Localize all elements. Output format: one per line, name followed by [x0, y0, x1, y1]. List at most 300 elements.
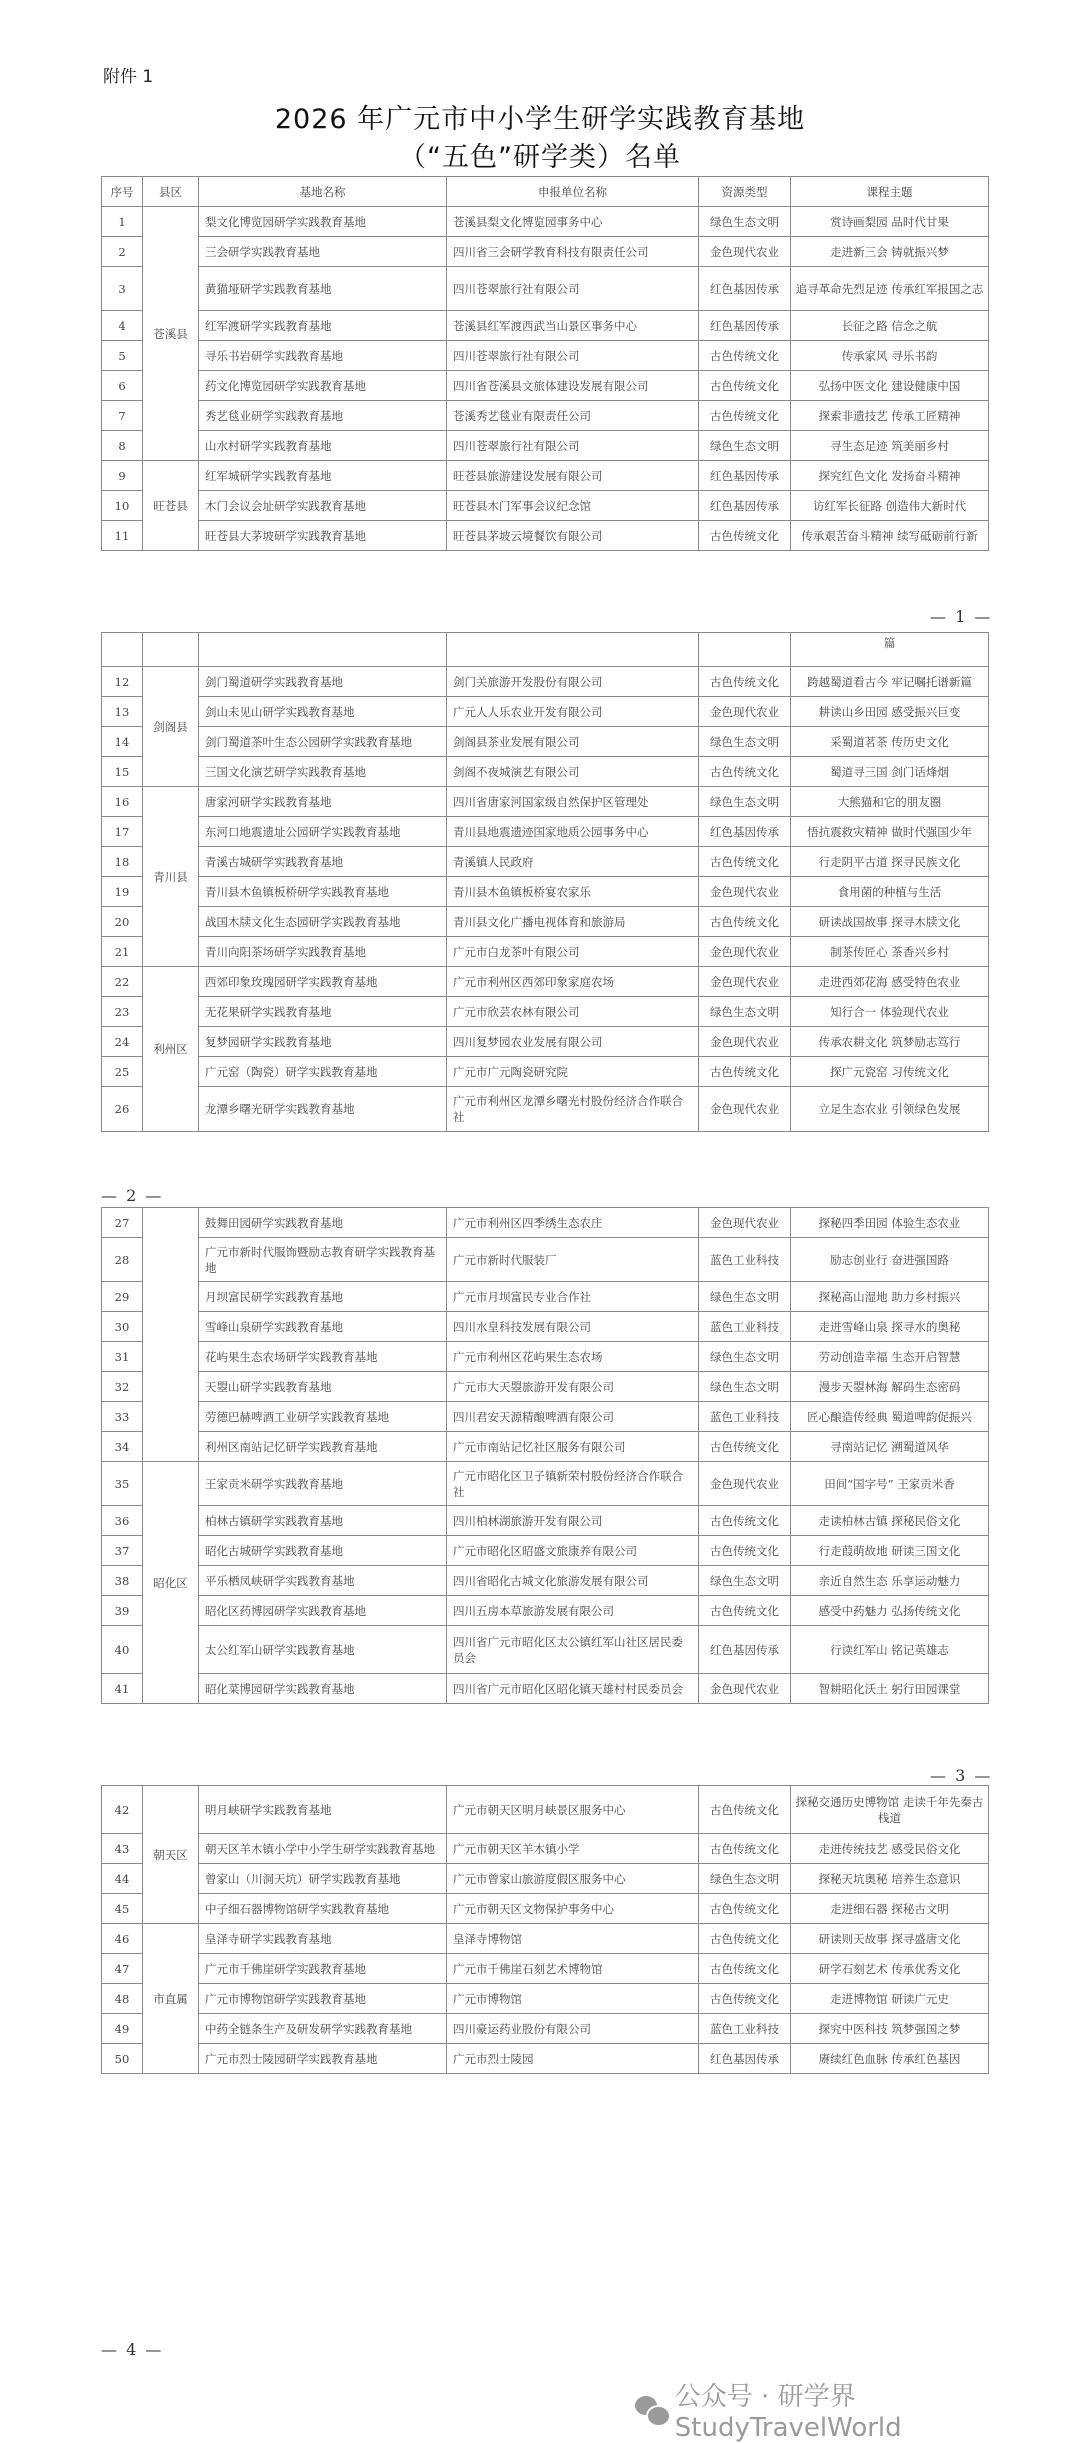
- row-course-topic: 亲近自然生态 乐享运动魅力: [791, 1566, 989, 1596]
- row-unit-name: 苍溪县红军渡西武当山景区事务中心: [447, 311, 699, 341]
- row-base-name: 战国木牍文化生态园研学实践教育基地: [199, 907, 447, 937]
- row-seq: 35: [102, 1462, 143, 1506]
- row-unit-name: 四川苍翠旅行社有限公司: [447, 431, 699, 461]
- table-row: [102, 1626, 989, 1674]
- row-seq: 45: [102, 1894, 143, 1924]
- row-base-name: 平乐栖凤峡研学实践教育基地: [199, 1566, 447, 1596]
- row-base-name: 昭化菜博园研学实践教育基地: [199, 1674, 447, 1704]
- row-course-topic: 传承家风 寻乐书韵: [791, 341, 989, 371]
- row-base-name: 皇泽寺研学实践教育基地: [199, 1924, 447, 1954]
- table-row: [102, 997, 989, 1027]
- row-unit-name: 四川柏林湖旅游开发有限公司: [447, 1506, 699, 1536]
- row-seq: 47: [102, 1954, 143, 1984]
- row-base-name: 剑门蜀道研学实践教育基地: [199, 667, 447, 697]
- row-course-topic: 大熊猫和它的朋友圈: [791, 787, 989, 817]
- row-resource-type: 金色现代农业: [699, 1462, 791, 1506]
- row-seq: 42: [102, 1786, 143, 1834]
- row-base-name: 无花果研学实践教育基地: [199, 997, 447, 1027]
- row-course-topic: 知行合一 体验现代农业: [791, 997, 989, 1027]
- row-seq: 31: [102, 1342, 143, 1372]
- row-resource-type: 绿色生态文明: [699, 997, 791, 1027]
- table-row: [102, 1596, 989, 1626]
- row-course-topic: 走读柏林古镇 探秘民俗文化: [791, 1506, 989, 1536]
- row-course-topic: 研读战国故事 探寻木牍文化: [791, 907, 989, 937]
- table-row: [102, 1536, 989, 1566]
- row-resource-type: 金色现代农业: [699, 967, 791, 997]
- row-seq: 33: [102, 1402, 143, 1432]
- table-row: [102, 1566, 989, 1596]
- row-resource-type: 金色现代农业: [699, 1087, 791, 1132]
- header-course-topic: 课程主题: [791, 177, 989, 207]
- page-number-4: — 4 —: [101, 2340, 164, 2359]
- table-row: [102, 237, 989, 267]
- row-resource-type: 金色现代农业: [699, 697, 791, 727]
- row-unit-name: 广元市博物馆: [447, 1984, 699, 2014]
- table-row: [102, 907, 989, 937]
- row-course-topic: 探索非遗技艺 传承工匠精神: [791, 401, 989, 431]
- row-unit-name: 广元市曾家山旅游度假区服务中心: [447, 1864, 699, 1894]
- row-resource-type: 红色基因传承: [699, 817, 791, 847]
- row-resource-type: 金色现代农业: [699, 877, 791, 907]
- bases-table-page-1: [101, 176, 989, 551]
- table-row: [102, 431, 989, 461]
- row-unit-name: 旺苍县茅坡云境餐饮有限公司: [447, 521, 699, 551]
- continuation-topic: 篇: [791, 633, 989, 667]
- row-unit-name: 广元市新时代服装厂: [447, 1238, 699, 1282]
- row-base-name: 红军渡研学实践教育基地: [199, 311, 447, 341]
- row-unit-name: 剑阁不夜城演艺有限公司: [447, 757, 699, 787]
- county-cell: 昭化区: [143, 1462, 199, 1704]
- county-cell: 朝天区: [143, 1786, 199, 1924]
- row-resource-type: 古色传统文化: [699, 1536, 791, 1566]
- row-base-name: 太公红军山研学实践教育基地: [199, 1626, 447, 1674]
- county-cell: 苍溪县: [143, 207, 199, 461]
- table-row: [102, 1894, 989, 1924]
- row-course-topic: 耕读山乡田园 感受振兴巨变: [791, 697, 989, 727]
- row-base-name: 寻乐书岩研学实践教育基地: [199, 341, 447, 371]
- table-row: [102, 1208, 989, 1238]
- row-unit-name: 四川省唐家河国家级自然保护区管理处: [447, 787, 699, 817]
- table-row: [102, 207, 989, 237]
- row-unit-name: 四川苍翠旅行社有限公司: [447, 267, 699, 311]
- row-seq: 11: [102, 521, 143, 551]
- row-unit-name: 苍溪秀艺毯业有限责任公司: [447, 401, 699, 431]
- row-base-name: 昭化古城研学实践教育基地: [199, 1536, 447, 1566]
- table-row: [102, 491, 989, 521]
- row-unit-name: 广元市欣芸农林有限公司: [447, 997, 699, 1027]
- row-seq: 1: [102, 207, 143, 237]
- row-resource-type: 蓝色工业科技: [699, 1402, 791, 1432]
- county-cell: [143, 1208, 199, 1462]
- row-seq: 14: [102, 727, 143, 757]
- county-cell: 利州区: [143, 967, 199, 1132]
- table-row: [102, 1238, 989, 1282]
- row-course-topic: 弘扬中医文化 建设健康中国: [791, 371, 989, 401]
- table-row: [102, 1786, 989, 1834]
- row-base-name: 三国文化演艺研学实践教育基地: [199, 757, 447, 787]
- row-base-name: 昭化区药博园研学实践教育基地: [199, 1596, 447, 1626]
- row-seq: 7: [102, 401, 143, 431]
- row-unit-name: 广元市朝天区明月峡景区服务中心: [447, 1786, 699, 1834]
- row-seq: 3: [102, 267, 143, 311]
- table-row: [102, 1834, 989, 1864]
- row-base-name: 剑山未见山研学实践教育基地: [199, 697, 447, 727]
- row-base-name: 西郊印象玫瑰园研学实践教育基地: [199, 967, 447, 997]
- row-resource-type: 红色基因传承: [699, 2044, 791, 2074]
- row-course-topic: 采蜀道茗茶 传历史文化: [791, 727, 989, 757]
- row-base-name: 天曌山研学实践教育基地: [199, 1372, 447, 1402]
- row-base-name: 东河口地震遗址公园研学实践教育基地: [199, 817, 447, 847]
- table-row: [102, 1924, 989, 1954]
- row-course-topic: 行走阴平古道 探寻民族文化: [791, 847, 989, 877]
- row-resource-type: 绿色生态文明: [699, 1864, 791, 1894]
- table-row: [102, 847, 989, 877]
- header-resource-type: 资源类型: [699, 177, 791, 207]
- row-base-name: 广元市博物馆研学实践教育基地: [199, 1984, 447, 2014]
- row-course-topic: 研学石刻艺术 传承优秀文化: [791, 1954, 989, 1984]
- row-resource-type: 红色基因传承: [699, 1626, 791, 1674]
- table-row: [102, 1506, 989, 1536]
- row-unit-name: 青溪镇人民政府: [447, 847, 699, 877]
- county-cell: 剑阁县: [143, 667, 199, 787]
- row-resource-type: 金色现代农业: [699, 1674, 791, 1704]
- table-row: [102, 727, 989, 757]
- row-unit-name: 青川县文化广播电视体育和旅游局: [447, 907, 699, 937]
- header-seq: 序号: [102, 177, 143, 207]
- row-resource-type: 红色基因传承: [699, 491, 791, 521]
- table-row: [102, 1372, 989, 1402]
- row-seq: 49: [102, 2014, 143, 2044]
- row-base-name: 月坝富民研学实践教育基地: [199, 1282, 447, 1312]
- row-seq: 38: [102, 1566, 143, 1596]
- row-base-name: 中药全链条生产及研发研学实践教育基地: [199, 2014, 447, 2044]
- row-seq: 28: [102, 1238, 143, 1282]
- county-cell: 青川县: [143, 787, 199, 967]
- attachment-label: 附件 1: [103, 67, 154, 87]
- row-unit-name: 皇泽寺博物馆: [447, 1924, 699, 1954]
- bases-table-page-3: [101, 1207, 989, 1704]
- row-seq: 21: [102, 937, 143, 967]
- table-row: [102, 1674, 989, 1704]
- table-row: [102, 817, 989, 847]
- table-row: [102, 967, 989, 997]
- row-unit-name: 四川五房本草旅游发展有限公司: [447, 1596, 699, 1626]
- table-row: [102, 2044, 989, 2074]
- table-row: [102, 877, 989, 907]
- row-base-name: 三会研学实践教育基地: [199, 237, 447, 267]
- row-course-topic: 立足生态农业 引领绿色发展: [791, 1087, 989, 1132]
- row-unit-name: 旺苍县木门军事会议纪念馆: [447, 491, 699, 521]
- continuation-row: [102, 633, 989, 667]
- bases-table-page-4: [101, 1785, 989, 2074]
- row-course-topic: 走进西郊花海 感受特色农业: [791, 967, 989, 997]
- row-base-name: 剑门蜀道茶叶生态公园研学实践教育基地: [199, 727, 447, 757]
- row-base-name: 木门会议会址研学实践教育基地: [199, 491, 447, 521]
- row-base-name: 广元市烈士陵园研学实践教育基地: [199, 2044, 447, 2074]
- row-seq: 40: [102, 1626, 143, 1674]
- row-seq: 2: [102, 237, 143, 267]
- row-course-topic: 励志创业行 奋进强国路: [791, 1238, 989, 1282]
- row-unit-name: 四川豪运药业股份有限公司: [447, 2014, 699, 2044]
- row-course-topic: 制茶传匠心 茶香兴乡村: [791, 937, 989, 967]
- row-resource-type: 红色基因传承: [699, 311, 791, 341]
- row-resource-type: 蓝色工业科技: [699, 1312, 791, 1342]
- county-cell: 市直属: [143, 1924, 199, 2074]
- table-header-row: [102, 177, 989, 207]
- table-row: [102, 757, 989, 787]
- table-row: [102, 401, 989, 431]
- row-unit-name: 广元市大天曌旅游开发有限公司: [447, 1372, 699, 1402]
- page-number-1: — 1 —: [930, 607, 993, 626]
- row-course-topic: 走进雪峰山泉 探寻水的奥秘: [791, 1312, 989, 1342]
- row-course-topic: 行走葭萌故地 研读三国文化: [791, 1536, 989, 1566]
- row-resource-type: 古色传统文化: [699, 371, 791, 401]
- document-title-line2: （“五色”研学类）名单: [399, 142, 681, 173]
- row-course-topic: 探秘四季田园 体验生态农业: [791, 1208, 989, 1238]
- row-base-name: 利州区南站记忆研学实践教育基地: [199, 1432, 447, 1462]
- row-resource-type: 古色传统文化: [699, 1924, 791, 1954]
- row-course-topic: 探广元瓷窑 习传统文化: [791, 1057, 989, 1087]
- row-unit-name: 四川省苍溪县文旅体建设发展有限公司: [447, 371, 699, 401]
- row-course-topic: 走进博物馆 研读广元史: [791, 1984, 989, 2014]
- table-row: [102, 1432, 989, 1462]
- row-unit-name: 广元市利州区花屿果生态农场: [447, 1342, 699, 1372]
- table-row: [102, 1087, 989, 1132]
- row-unit-name: 广元市月坝富民专业合作社: [447, 1282, 699, 1312]
- row-course-topic: 访红军长征路 创造伟大新时代: [791, 491, 989, 521]
- row-seq: 43: [102, 1834, 143, 1864]
- row-base-name: 鼓舞田园研学实践教育基地: [199, 1208, 447, 1238]
- row-resource-type: 绿色生态文明: [699, 1282, 791, 1312]
- page-number-3: — 3 —: [930, 1766, 993, 1785]
- row-base-name: 山水村研学实践教育基地: [199, 431, 447, 461]
- page-number-2: — 2 —: [101, 1186, 164, 1205]
- table-row: [102, 1462, 989, 1506]
- row-base-name: 劳德巴赫啤酒工业研学实践教育基地: [199, 1402, 447, 1432]
- row-course-topic: 探秘交通历史博物馆 走读千年先秦古栈道: [791, 1786, 989, 1834]
- row-course-topic: 探秘天坑奥秘 培养生态意识: [791, 1864, 989, 1894]
- row-seq: 18: [102, 847, 143, 877]
- table-row: [102, 341, 989, 371]
- row-course-topic: 跨越蜀道看古今 牢记嘱托谱新篇: [791, 667, 989, 697]
- row-unit-name: 广元市烈士陵园: [447, 2044, 699, 2074]
- row-base-name: 旺苍县大茅坡研学实践教育基地: [199, 521, 447, 551]
- row-seq: 22: [102, 967, 143, 997]
- watermark-text: 公众号 · 研学界StudyTravelWorld: [674, 2382, 902, 2443]
- row-course-topic: 走进传统技艺 感受民俗文化: [791, 1834, 989, 1864]
- row-seq: 24: [102, 1027, 143, 1057]
- row-resource-type: 古色传统文化: [699, 521, 791, 551]
- row-base-name: 花屿果生态农场研学实践教育基地: [199, 1342, 447, 1372]
- row-course-topic: 寻生态足迹 筑美丽乡村: [791, 431, 989, 461]
- row-unit-name: 广元市千佛崖石刻艺术博物馆: [447, 1954, 699, 1984]
- row-unit-name: 四川复梦园农业发展有限公司: [447, 1027, 699, 1057]
- row-resource-type: 绿色生态文明: [699, 1566, 791, 1596]
- row-base-name: 朝天区羊木镇小学中小学生研学实践教育基地: [199, 1834, 447, 1864]
- row-resource-type: 古色传统文化: [699, 1506, 791, 1536]
- row-course-topic: 行读红军山 铭记英雄志: [791, 1626, 989, 1674]
- row-resource-type: 绿色生态文明: [699, 727, 791, 757]
- row-unit-name: 广元市昭化区卫子镇新荣村股份经济合作联合社: [447, 1462, 699, 1506]
- row-seq: 26: [102, 1087, 143, 1132]
- row-unit-name: 苍溪县梨文化博览园事务中心: [447, 207, 699, 237]
- row-seq: 13: [102, 697, 143, 727]
- row-resource-type: 金色现代农业: [699, 937, 791, 967]
- row-base-name: 王家贡米研学实践教育基地: [199, 1462, 447, 1506]
- row-base-name: 黄猫垭研学实践教育基地: [199, 267, 447, 311]
- row-base-name: 明月峡研学实践教育基地: [199, 1786, 447, 1834]
- row-course-topic: 智耕昭化沃土 躬行田园课堂: [791, 1674, 989, 1704]
- table-row: [102, 1057, 989, 1087]
- row-base-name: 广元市新时代服饰暨励志教育研学实践教育基地: [199, 1238, 447, 1282]
- county-cell: 旺苍县: [143, 461, 199, 551]
- row-unit-name: 四川苍翠旅行社有限公司: [447, 341, 699, 371]
- document-title-line1: 2026 年广元市中小学生研学实践教育基地: [274, 104, 806, 135]
- row-base-name: 梨文化博览园研学实践教育基地: [199, 207, 447, 237]
- row-seq: 5: [102, 341, 143, 371]
- row-unit-name: 广元市昭化区昭盛文旅康养有限公司: [447, 1536, 699, 1566]
- wechat-icon: [635, 2396, 669, 2424]
- row-unit-name: 剑门关旅游开发股份有限公司: [447, 667, 699, 697]
- row-course-topic: 感受中药魅力 弘扬传统文化: [791, 1596, 989, 1626]
- row-course-topic: 赏诗画梨园 品时代甘果: [791, 207, 989, 237]
- row-unit-name: 四川省广元市昭化区昭化镇天雄村村民委员会: [447, 1674, 699, 1704]
- row-base-name: 龙潭乡曙光研学实践教育基地: [199, 1087, 447, 1132]
- row-unit-name: 广元市朝天区文物保护事务中心: [447, 1894, 699, 1924]
- row-seq: 30: [102, 1312, 143, 1342]
- table-row: [102, 1312, 989, 1342]
- row-unit-name: 广元人人乐农业开发有限公司: [447, 697, 699, 727]
- row-seq: 6: [102, 371, 143, 401]
- row-base-name: 柏林古镇研学实践教育基地: [199, 1506, 447, 1536]
- row-resource-type: 古色传统文化: [699, 1954, 791, 1984]
- table-row: [102, 267, 989, 311]
- row-resource-type: 绿色生态文明: [699, 207, 791, 237]
- row-course-topic: 悟抗震救灾精神 做时代强国少年: [791, 817, 989, 847]
- row-course-topic: 食用菌的种植与生活: [791, 877, 989, 907]
- row-course-topic: 探究红色文化 发扬奋斗精神: [791, 461, 989, 491]
- row-seq: 37: [102, 1536, 143, 1566]
- row-seq: 19: [102, 877, 143, 907]
- row-unit-name: 广元市利州区西郊印象家庭农场: [447, 967, 699, 997]
- row-course-topic: 匠心酿造传经典 蜀道啤韵促振兴: [791, 1402, 989, 1432]
- row-resource-type: 古色传统文化: [699, 1894, 791, 1924]
- row-course-topic: 传承艰苦奋斗精神 续写砥砺前行新: [791, 521, 989, 551]
- row-seq: 23: [102, 997, 143, 1027]
- row-seq: 48: [102, 1984, 143, 2014]
- table-row: [102, 697, 989, 727]
- table-row: [102, 1864, 989, 1894]
- row-unit-name: 剑阁县茶业发展有限公司: [447, 727, 699, 757]
- row-seq: 41: [102, 1674, 143, 1704]
- row-seq: 36: [102, 1506, 143, 1536]
- row-resource-type: 古色传统文化: [699, 1432, 791, 1462]
- row-resource-type: 金色现代农业: [699, 1208, 791, 1238]
- row-seq: 27: [102, 1208, 143, 1238]
- row-resource-type: 金色现代农业: [699, 1027, 791, 1057]
- row-seq: 12: [102, 667, 143, 697]
- row-course-topic: 走进细石器 探秘古文明: [791, 1894, 989, 1924]
- row-resource-type: 金色现代农业: [699, 237, 791, 267]
- row-resource-type: 古色传统文化: [699, 1596, 791, 1626]
- table-row: [102, 311, 989, 341]
- row-seq: 10: [102, 491, 143, 521]
- row-base-name: 红军城研学实践教育基地: [199, 461, 447, 491]
- table-row: [102, 521, 989, 551]
- row-course-topic: 追寻革命先烈足迹 传承红军报国之志: [791, 267, 989, 311]
- table-row: [102, 1984, 989, 2014]
- row-unit-name: 旺苍县旅游建设发展有限公司: [447, 461, 699, 491]
- row-course-topic: 蜀道寻三国 剑门话烽烟: [791, 757, 989, 787]
- row-resource-type: 红色基因传承: [699, 267, 791, 311]
- row-unit-name: 四川省三会研学教育科技有限责任公司: [447, 237, 699, 267]
- row-seq: 50: [102, 2044, 143, 2074]
- watermark: [635, 2376, 1080, 2443]
- row-course-topic: 研读则天故事 探寻盛唐文化: [791, 1924, 989, 1954]
- table-row: [102, 787, 989, 817]
- row-course-topic: 寻南站记忆 溯蜀道风华: [791, 1432, 989, 1462]
- header-county: 县区: [143, 177, 199, 207]
- row-unit-name: 四川省昭化古城文化旅游发展有限公司: [447, 1566, 699, 1596]
- row-resource-type: 绿色生态文明: [699, 431, 791, 461]
- row-unit-name: 青川县地震遗迹国家地质公园事务中心: [447, 817, 699, 847]
- row-base-name: 秀艺毯业研学实践教育基地: [199, 401, 447, 431]
- row-course-topic: 传承农耕文化 筑梦励志笃行: [791, 1027, 989, 1057]
- row-resource-type: 古色传统文化: [699, 847, 791, 877]
- row-unit-name: 四川君安天源精酿啤酒有限公司: [447, 1402, 699, 1432]
- row-base-name: 青溪古城研学实践教育基地: [199, 847, 447, 877]
- row-resource-type: 蓝色工业科技: [699, 2014, 791, 2044]
- table-row: [102, 937, 989, 967]
- bases-table-page-2: [101, 632, 989, 1132]
- row-seq: 17: [102, 817, 143, 847]
- row-base-name: 青川向阳茶场研学实践教育基地: [199, 937, 447, 967]
- row-course-topic: 赓续红色血脉 传承红色基因: [791, 2044, 989, 2074]
- row-course-topic: 田间“国字号” 王家贡米香: [791, 1462, 989, 1506]
- row-resource-type: 绿色生态文明: [699, 787, 791, 817]
- table-row: [102, 1027, 989, 1057]
- table-row: [102, 461, 989, 491]
- row-unit-name: 广元市朝天区羊木镇小学: [447, 1834, 699, 1864]
- row-base-name: 广元窑（陶瓷）研学实践教育基地: [199, 1057, 447, 1087]
- header-unit-name: 申报单位名称: [447, 177, 699, 207]
- table-row: [102, 1282, 989, 1312]
- row-unit-name: 四川水皇科技发展有限公司: [447, 1312, 699, 1342]
- row-course-topic: 探秘高山湿地 助力乡村振兴: [791, 1282, 989, 1312]
- row-seq: 4: [102, 311, 143, 341]
- row-seq: 16: [102, 787, 143, 817]
- row-base-name: 雪峰山泉研学实践教育基地: [199, 1312, 447, 1342]
- table-row: [102, 1954, 989, 1984]
- row-base-name: 中子细石器博物馆研学实践教育基地: [199, 1894, 447, 1924]
- header-base-name: 基地名称: [199, 177, 447, 207]
- row-resource-type: 古色传统文化: [699, 401, 791, 431]
- row-course-topic: 探究中医科技 筑梦强国之梦: [791, 2014, 989, 2044]
- row-unit-name: 广元市利州区四季绣生态农庄: [447, 1208, 699, 1238]
- row-resource-type: 蓝色工业科技: [699, 1238, 791, 1282]
- row-base-name: 药文化博览园研学实践教育基地: [199, 371, 447, 401]
- row-resource-type: 绿色生态文明: [699, 1372, 791, 1402]
- row-unit-name: 四川省广元市昭化区太公镇红军山社区居民委员会: [447, 1626, 699, 1674]
- row-seq: 44: [102, 1864, 143, 1894]
- row-resource-type: 古色传统文化: [699, 1834, 791, 1864]
- table-row: [102, 1402, 989, 1432]
- row-course-topic: 长征之路 信念之航: [791, 311, 989, 341]
- row-resource-type: 绿色生态文明: [699, 1342, 791, 1372]
- row-unit-name: 青川县木鱼镇板桥宴农家乐: [447, 877, 699, 907]
- row-seq: 20: [102, 907, 143, 937]
- row-seq: 29: [102, 1282, 143, 1312]
